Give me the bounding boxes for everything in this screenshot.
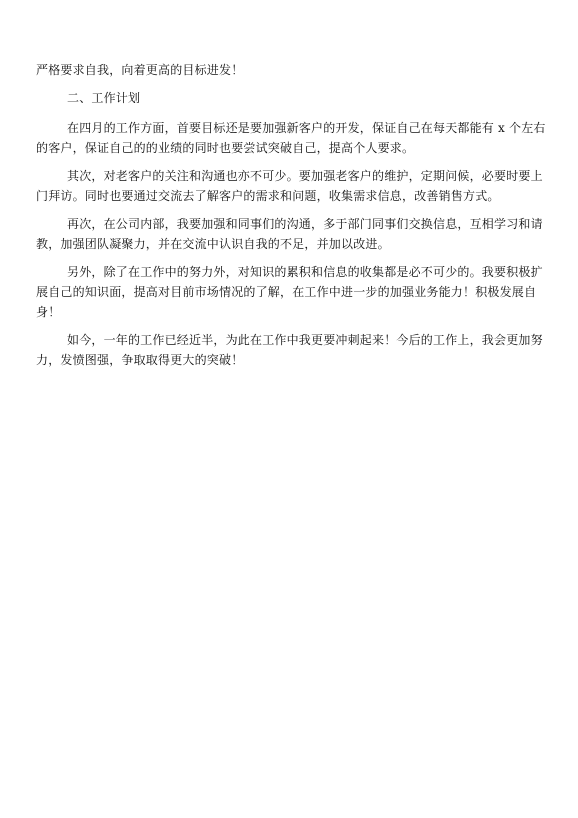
closing-line: 严格要求自我，向着更高的目标进发！ [36,63,244,77]
paragraph-old-clients: 其次，对老客户的关注和沟通也亦不可少。要加强老客户的维护，定期问候，必要时要上门拜访。同时也要通过交流去了解客户的需求和问题，收集需求信息，改善销售方式。 [36,169,543,203]
paragraph-knowledge: 另外，除了在工作中的努力外，对知识的累积和信息的收集都是必不可少的。我要积极扩展自己的知识面，提高对目前市场情况的了解，在工作中进一步的加强业务能力！积极发展自身！ [36,265,543,319]
document-body [36,60,546,378]
paragraph-internal-communication: 再次，在公司内部，我要加强和同事们的沟通，多于部门同事们交换信息，互相学习和请教，加强团队凝聚力，并在交流中认识自我的不足，并加以改进。 [36,217,543,251]
paragraph-new-clients: 在四月的工作方面，首要目标还是要加强新客户的开发，保证自己在每天都能有 x 个左右的客户，保证自己的的业绩的同时也要尝试突破自己，提高个人要求。 [36,121,546,155]
section-heading: 二、工作计划 [67,91,141,105]
paragraph-conclusion: 如今，一年的工作已经近半，为此在工作中我更要冲刺起来！今后的工作上，我会更加努力，发愤图强，争取取得更大的突破！ [36,333,543,367]
